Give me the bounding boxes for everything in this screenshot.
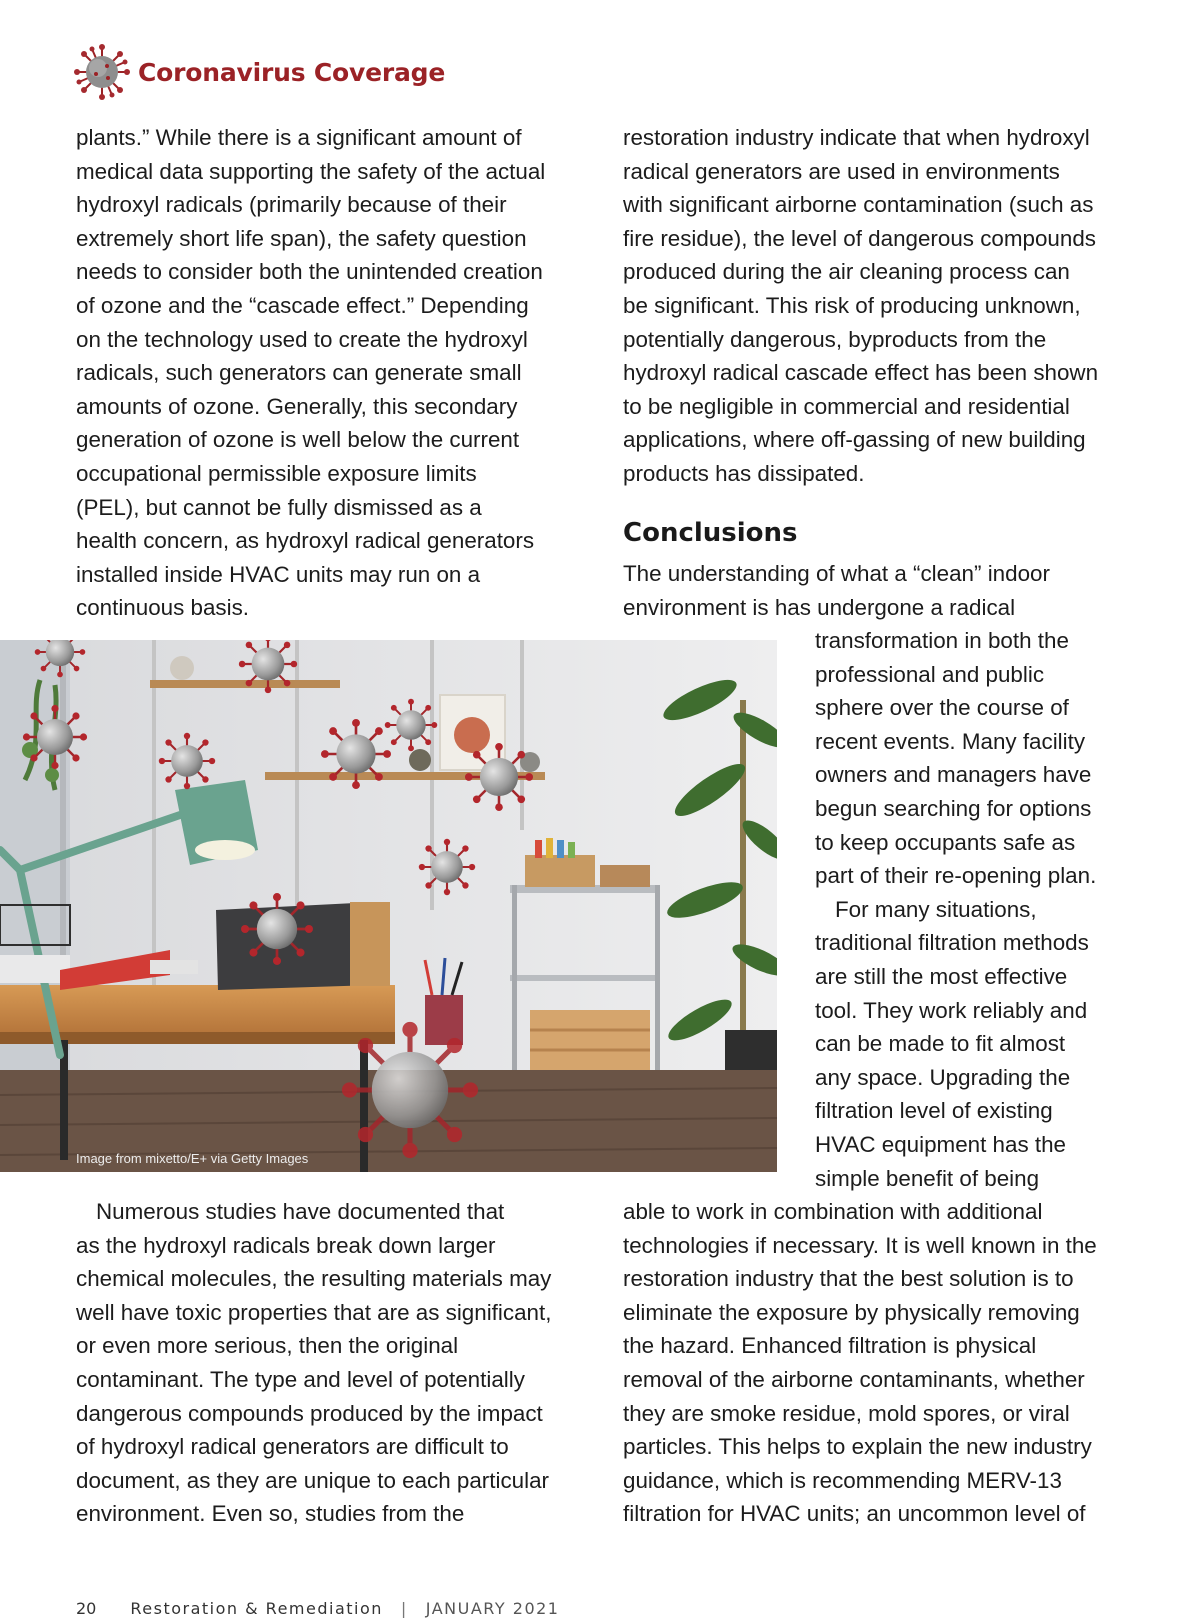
text-line: begun searching for options bbox=[815, 795, 1092, 821]
publication-name: Restoration & Remediation bbox=[130, 1599, 383, 1618]
text-line: the hazard. Enhanced filtration is physical bbox=[623, 1333, 1037, 1359]
text-line: removal of the airborne contaminants, whether bbox=[623, 1366, 1085, 1392]
text-line: continuous basis. bbox=[76, 595, 250, 621]
text-line: eliminate the exposure by physically removing bbox=[623, 1299, 1080, 1325]
footer-separator: | bbox=[400, 1599, 408, 1618]
photo-credit: Image from mixetto/E+ via Getty Images bbox=[76, 1151, 309, 1166]
text-line: hydroxyl radical cascade effect has been shown bbox=[623, 360, 1099, 386]
text-line: contaminant. The type and level of potentially bbox=[76, 1366, 525, 1392]
text-line: to keep occupants safe as bbox=[815, 829, 1076, 855]
column-1-top-text bbox=[76, 121, 545, 625]
text-line: technologies if necessary. It is well known in the bbox=[623, 1232, 1097, 1258]
text-line: or even more serious, then the original bbox=[76, 1333, 459, 1359]
text-line: with significant airborne contamination (such as bbox=[623, 192, 1094, 218]
text-line: filtration level of existing bbox=[815, 1098, 1053, 1124]
text-line: be significant. This risk of producing unknown, bbox=[623, 292, 1081, 318]
text-line: fire residue), the level of dangerous compounds bbox=[623, 225, 1096, 251]
text-line: dangerous compounds produced by the impact bbox=[76, 1400, 543, 1426]
office-virus-photo bbox=[0, 640, 777, 1172]
text-line: produced during the air cleaning process can bbox=[623, 259, 1070, 285]
text-line: document, as they are unique to each particular bbox=[76, 1467, 549, 1493]
text-line: occupational permissible exposure limits bbox=[76, 460, 477, 486]
text-line: are still the most effective bbox=[815, 963, 1068, 989]
section-header bbox=[74, 44, 445, 100]
text-line: (PEL), but cannot be fully dismissed as a bbox=[76, 494, 482, 520]
office-illustration bbox=[0, 640, 777, 1172]
text-line: environment. Even so, studies from the bbox=[76, 1501, 465, 1527]
text-line: chemical molecules, the resulting materials may bbox=[76, 1266, 552, 1292]
text-line: tool. They work reliably and bbox=[815, 997, 1088, 1023]
text-line: filtration for HVAC units; an uncommon level of bbox=[623, 1501, 1086, 1527]
text-line: The understanding of what a “clean” indoor bbox=[623, 561, 1050, 586]
text-line: restoration industry that the best solution is to bbox=[623, 1266, 1074, 1292]
text-line: well have toxic properties that are as significant, bbox=[76, 1299, 552, 1325]
text-line: owners and managers have bbox=[815, 762, 1092, 788]
text-line: of ozone and the “cascade effect.” Depending bbox=[76, 292, 529, 318]
text-line: can be made to fit almost bbox=[815, 1031, 1066, 1057]
text-line: transformation in both the bbox=[815, 628, 1069, 653]
text-line: applications, where off-gassing of new building bbox=[623, 427, 1086, 453]
text-line: traditional filtration methods bbox=[815, 930, 1089, 956]
text-line: For many situations, bbox=[835, 896, 1037, 922]
text-line: installed inside HVAC units may run on a bbox=[76, 561, 481, 587]
text-line: amounts of ozone. Generally, this secondary bbox=[76, 393, 518, 419]
coronavirus-icon bbox=[74, 44, 130, 100]
text-line: plants.” While there is a significant amount of bbox=[76, 125, 522, 150]
text-line: potentially dangerous, byproducts from the bbox=[623, 326, 1047, 352]
text-line: simple benefit of being bbox=[815, 1165, 1040, 1191]
text-line: sphere over the course of bbox=[815, 695, 1069, 721]
text-line: medical data supporting the safety of the actual bbox=[76, 158, 546, 184]
text-line: products has dissipated. bbox=[623, 460, 865, 486]
conclusions-wrap-text bbox=[815, 624, 1096, 1195]
text-line: radical generators are used in environments bbox=[623, 158, 1060, 184]
text-line: extremely short life span), the safety question bbox=[76, 225, 527, 251]
text-line: hydroxyl radicals (primarily because of their bbox=[76, 192, 507, 218]
text-line: restoration industry indicate that when hydroxyl bbox=[623, 125, 1090, 150]
text-line: of hydroxyl radical generators are difficult to bbox=[76, 1434, 509, 1460]
text-line: guidance, which is recommending MERV-13 bbox=[623, 1467, 1062, 1493]
text-line: on the technology used to create the hydroxyl bbox=[76, 326, 528, 352]
text-line: recent events. Many facility bbox=[815, 728, 1086, 754]
text-line: generation of ozone is well below the current bbox=[76, 427, 520, 453]
text-line: any space. Upgrading the bbox=[815, 1064, 1071, 1090]
text-line: they are smoke residue, mold spores, or viral bbox=[623, 1400, 1070, 1426]
text-line: HVAC equipment has the bbox=[815, 1131, 1066, 1157]
text-line: part of their re-opening plan. bbox=[815, 863, 1097, 889]
text-line: needs to consider both the unintended creation bbox=[76, 259, 543, 285]
issue-date: JANUARY 2021 bbox=[425, 1599, 560, 1618]
column-1-bottom-text bbox=[76, 1195, 551, 1531]
page-footer bbox=[76, 1599, 559, 1618]
text-line: health concern, as hydroxyl radical generators bbox=[76, 528, 535, 554]
text-line: to be negligible in commercial and residential bbox=[623, 393, 1070, 419]
conclusions-intro-text bbox=[623, 557, 1050, 624]
text-line: professional and public bbox=[815, 661, 1045, 687]
page-number: 20 bbox=[76, 1599, 97, 1618]
section-title: Coronavirus Coverage bbox=[138, 57, 446, 87]
conclusions-rest-text bbox=[623, 1195, 1097, 1531]
text-line: radicals, such generators can generate small bbox=[76, 360, 522, 386]
text-line: environment is has undergone a radical bbox=[623, 594, 1016, 620]
text-line: as the hydroxyl radicals break down larger bbox=[76, 1232, 496, 1258]
text-line: able to work in combination with additional bbox=[623, 1199, 1043, 1224]
text-line: particles. This helps to explain the new industry bbox=[623, 1434, 1092, 1460]
column-2-top-text bbox=[623, 121, 1098, 491]
text-line: Numerous studies have documented that bbox=[96, 1199, 505, 1224]
conclusions-heading: Conclusions bbox=[623, 518, 798, 548]
